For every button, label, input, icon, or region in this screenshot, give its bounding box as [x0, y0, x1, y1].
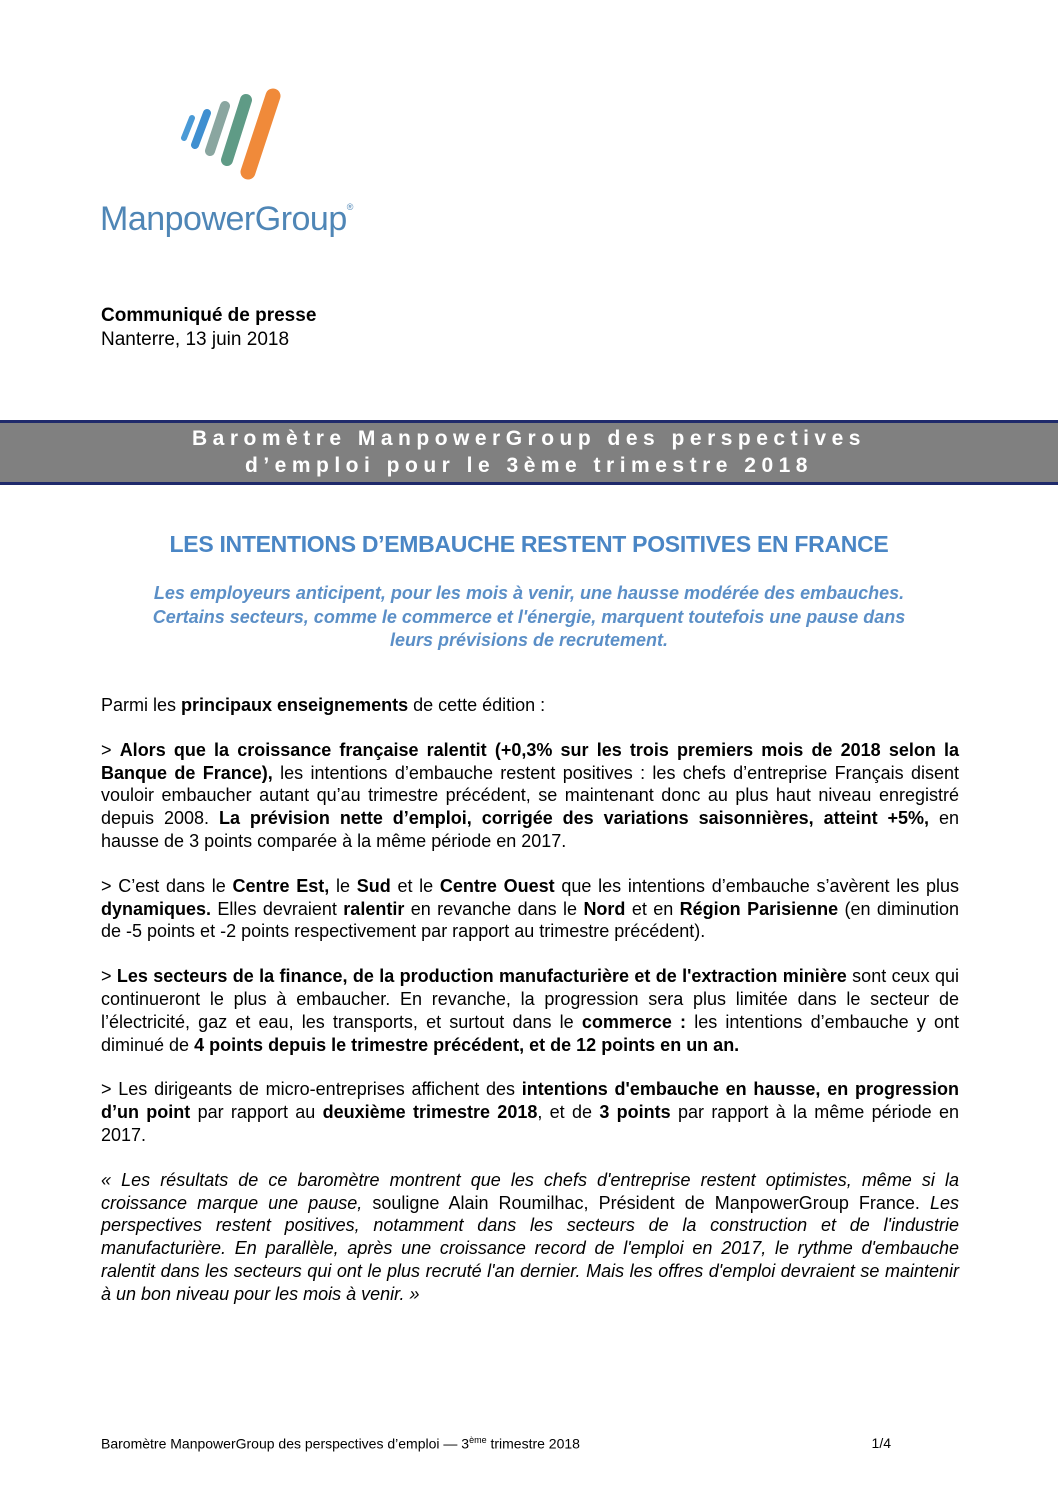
body-text — [101, 694, 959, 1328]
lead-line-3: leurs prévisions de recrutement. — [389, 630, 669, 650]
logo-stripe-2 — [195, 113, 207, 145]
finding-micro-enterprises: > Les dirigeants de micro-entreprises affichent des intentions d'embauche en hausse, en progression d’un point par rapport au deuxième trimestre 2018, et de 3 points par rapport à la même période en 2017. — [101, 1079, 960, 1145]
title-banner — [0, 423, 1058, 482]
finding-growth: > Alors que la croissance française ralentit (+0,3% sur les trois premiers mois de 2018 selon la Banque de France), les intentions d’embauche restent positives : les chefs d’entreprise Français disent vouloir embaucher autant qu’au trimestre précédent, se maintenant donc au plus haut niveau enregistré depuis 2008. La prévision nette d’emploi, corrigée des variations saisonnières, atteint +5%, en hausse de 3 points comparée à la même période en 2017. — [101, 739, 960, 851]
banner-line-1: Baromètre ManpowerGroup des perspectives — [192, 427, 866, 450]
banner-line-2: d’emploi pour le 3ème trimestre 2018 — [245, 454, 813, 477]
headline: LES INTENTIONS D’EMBAUCHE RESTENT POSITIVES EN FRANCE — [169, 531, 889, 557]
press-dateline: Nanterre, 13 juin 2018 — [101, 329, 290, 350]
lead-line-1: Les employeurs anticipent, pour les mois à venir, une hausse modérée des embauches. — [153, 583, 905, 603]
logo-stripe-1 — [184, 118, 192, 138]
page-footer — [101, 1435, 891, 1452]
logo-stripes-icon — [180, 88, 290, 183]
lead-line-2: Certains secteurs, comme le commerce et l'énergie, marquent toutefois une pause dans — [152, 606, 906, 627]
logo-stripe-5 — [248, 96, 273, 172]
press-label: Communiqué de presse — [101, 305, 317, 326]
press-header — [101, 304, 316, 352]
lead-paragraph — [100, 582, 958, 653]
finding-regions: > C’est dans le Centre Est, le Sud et le Centre Ouest que les intentions d’embauche s’avèrent les plus dynamiques. Elles devraient ralentir en revanche dans le Nord et en Région Parisienne (en diminution de -5 points et -2 points respectivement par rapport au trimestre précédent). — [101, 875, 960, 942]
ceo-quote: « Les résultats de ce baromètre montrent que les chefs d'entreprise restent optimistes, même si la croissance marque une pause, souligne Alain Roumilhac, Président de ManpowerGroup France. Les perspectives restent positives, notamment dans les secteurs de la construction et de l'industrie manufacturière. En parallèle, après une croissance record de l'emploi en 2017, le rythme d'embauche ralentit dans les secteurs qui ont le plus recruté l'an dernier. Mais les offres d'emploi devraient se maintenir à un bon niveau pour les mois à venir. » — [101, 1169, 959, 1304]
footer-title: Baromètre ManpowerGroup des perspectives d’emploi — 3ème trimestre 2018 — [101, 1435, 580, 1452]
logo-stripe-3 — [210, 106, 225, 151]
finding-sectors: > Les secteurs de la finance, de la production manufacturière et de l'extraction minière sont ceux qui continueront le plus à embaucher. En revanche, la progression sera plus limitée dans le secteur de l’électricité, gaz et eau, les transports, et surtout dans le commerce : les intentions d’embauche y ont diminué de 4 points depuis le trimestre précédent, et de 12 points en un an. — [101, 966, 959, 1055]
logo-wordmark: ManpowerGroup® — [100, 200, 353, 238]
page-number: 1/4 — [871, 1435, 891, 1451]
logo-stripe-4 — [227, 100, 246, 160]
company-logo — [100, 88, 380, 248]
intro-paragraph: Parmi les principaux enseignements de cette édition : — [101, 695, 546, 715]
banner-rule-bottom — [0, 482, 1058, 485]
